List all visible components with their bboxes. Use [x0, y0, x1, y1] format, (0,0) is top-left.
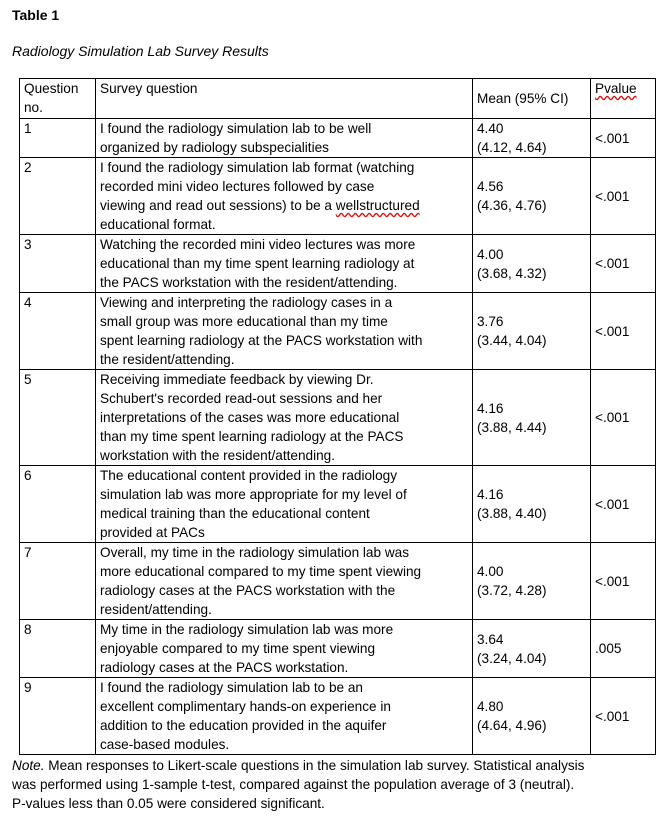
question-line: medical training than the educational content	[100, 506, 370, 521]
table-note	[12, 756, 662, 813]
note-line-2: was performed using 1-sample t-test, compared against the population average of 3 (neutral).	[12, 777, 575, 792]
question-number: 2	[20, 158, 96, 235]
p-value: <.001	[591, 158, 656, 235]
mean-ci-cell	[473, 119, 591, 158]
question-line: addition to the education provided in the aquifer	[100, 718, 387, 733]
question-line: case-based modules.	[100, 737, 230, 752]
question-line: Schubert's recorded read-out sessions and her	[100, 391, 383, 406]
question-line: I found the radiology simulation lab to be an	[100, 680, 363, 695]
mean-ci-cell	[473, 370, 591, 466]
header-question-no-line2: no.	[24, 100, 43, 115]
p-value: <.001	[591, 235, 656, 293]
table-row	[20, 370, 656, 466]
question-number: 6	[20, 466, 96, 543]
question-line: spent learning radiology at the PACS workstation with	[100, 333, 423, 348]
p-value: <.001	[591, 293, 656, 370]
table-row	[20, 620, 656, 678]
mean-value: 4.56	[477, 179, 504, 194]
confidence-interval: (3.68, 4.32)	[477, 265, 547, 281]
p-value: <.001	[591, 678, 656, 755]
header-mean-ci: Mean (95% CI)	[473, 79, 591, 119]
confidence-interval: (3.24, 4.04)	[477, 650, 547, 666]
question-line: Watching the recorded mini video lectures was more	[100, 237, 416, 252]
question-line: I found the radiology simulation lab format (watching	[100, 160, 415, 175]
survey-question-text	[96, 158, 473, 235]
question-number: 8	[20, 620, 96, 678]
survey-question-text	[96, 235, 473, 293]
question-number: 5	[20, 370, 96, 466]
mean-value: 4.40	[477, 121, 504, 136]
question-line: provided at PACs	[100, 525, 205, 540]
question-line: Overall, my time in the radiology simulation lab was	[100, 545, 410, 560]
confidence-interval: (4.12, 4.64)	[477, 140, 547, 155]
mean-value: 3.76	[477, 314, 504, 329]
question-line: radiology cases at the PACS workstation.	[100, 660, 349, 675]
mean-value: 3.64	[477, 631, 504, 647]
mean-ci-cell	[473, 293, 591, 370]
p-value: .005	[591, 620, 656, 678]
mean-value: 4.80	[477, 699, 504, 714]
header-question-no	[20, 79, 96, 119]
table-row	[20, 543, 656, 620]
mean-value: 4.16	[477, 400, 504, 416]
question-line: than my time spent learning radiology at the PACS	[100, 429, 404, 444]
question-line: workstation with the resident/attending.	[100, 448, 336, 463]
question-number: 1	[20, 119, 96, 158]
mean-ci-cell	[473, 158, 591, 235]
question-line: organized by radiology subspecialities	[100, 140, 329, 155]
note-line-1: Mean responses to Likert-scale questions in the simulation lab survey. Statistical analysis	[44, 758, 585, 773]
header-row	[20, 79, 656, 119]
question-number: 7	[20, 543, 96, 620]
question-line: the resident/attending.	[100, 352, 235, 367]
mean-ci-cell	[473, 466, 591, 543]
header-survey-question: Survey question	[96, 79, 473, 119]
table-body	[20, 119, 656, 755]
survey-question-text	[96, 466, 473, 543]
p-value: <.001	[591, 119, 656, 158]
survey-question-text	[96, 678, 473, 755]
question-line: enjoyable compared to my time spent viewing	[100, 641, 376, 656]
question-line: interpretations of the cases was more educational	[100, 410, 400, 425]
confidence-interval: (3.88, 4.40)	[477, 506, 547, 521]
question-line: Receiving immediate feedback by viewing Dr.	[100, 372, 374, 387]
survey-question-text	[96, 119, 473, 158]
question-number: 9	[20, 678, 96, 755]
question-line: small group was more educational than my time	[100, 314, 388, 329]
confidence-interval: (3.72, 4.28)	[477, 583, 547, 598]
table-row	[20, 158, 656, 235]
table-row	[20, 293, 656, 370]
question-line: educational format.	[100, 217, 216, 232]
confidence-interval: (3.88, 4.44)	[477, 419, 547, 435]
survey-question-text	[96, 620, 473, 678]
question-line: excellent complimentary hands-on experience in	[100, 699, 391, 714]
confidence-interval: (3.44, 4.04)	[477, 333, 547, 348]
confidence-interval: (4.36, 4.76)	[477, 198, 547, 213]
p-value: <.001	[591, 466, 656, 543]
p-value: <.001	[591, 370, 656, 466]
mean-value: 4.00	[477, 564, 504, 579]
note-label: Note.	[12, 758, 45, 773]
question-line: radiology cases at the PACS workstation with the	[100, 583, 396, 598]
mean-ci-cell	[473, 678, 591, 755]
survey-question-text	[96, 370, 473, 466]
header-pvalue	[591, 79, 656, 119]
question-line: Viewing and interpreting the radiology cases in a	[100, 295, 393, 310]
question-line: viewing and read out sessions) to be a wellstructured	[100, 198, 420, 213]
header-pvalue-text: Pvalue	[595, 81, 637, 96]
question-number: 3	[20, 235, 96, 293]
mean-ci-cell	[473, 235, 591, 293]
mean-ci-cell	[473, 620, 591, 678]
question-line: I found the radiology simulation lab to be well	[100, 121, 372, 136]
question-line: resident/attending.	[100, 602, 212, 617]
question-line: simulation lab was more appropriate for my level of	[100, 487, 407, 502]
question-number: 4	[20, 293, 96, 370]
table-caption: Radiology Simulation Lab Survey Results	[12, 43, 269, 59]
mean-value: 4.00	[477, 246, 504, 262]
question-line: My time in the radiology simulation lab was more	[100, 622, 394, 637]
table-row	[20, 119, 656, 158]
confidence-interval: (4.64, 4.96)	[477, 718, 547, 733]
question-line: recorded mini video lectures followed by case	[100, 179, 375, 194]
table-row	[20, 235, 656, 293]
p-value: <.001	[591, 543, 656, 620]
question-line: educational than my time spent learning radiology at	[100, 256, 415, 271]
survey-question-text	[96, 293, 473, 370]
table-row	[20, 678, 656, 755]
survey-question-text	[96, 543, 473, 620]
question-line: The educational content provided in the radiology	[100, 468, 397, 483]
table-label: Table 1	[12, 7, 60, 23]
note-line-3: P-values less than 0.05 were considered significant.	[12, 796, 325, 811]
header-question-no-line1: Question	[24, 81, 79, 96]
question-line: more educational compared to my time spent viewing	[100, 564, 422, 579]
survey-results-table	[19, 78, 656, 755]
mean-value: 4.16	[477, 487, 504, 502]
mean-ci-cell	[473, 543, 591, 620]
table-row	[20, 466, 656, 543]
question-line: the PACS workstation with the resident/attending.	[100, 275, 398, 290]
